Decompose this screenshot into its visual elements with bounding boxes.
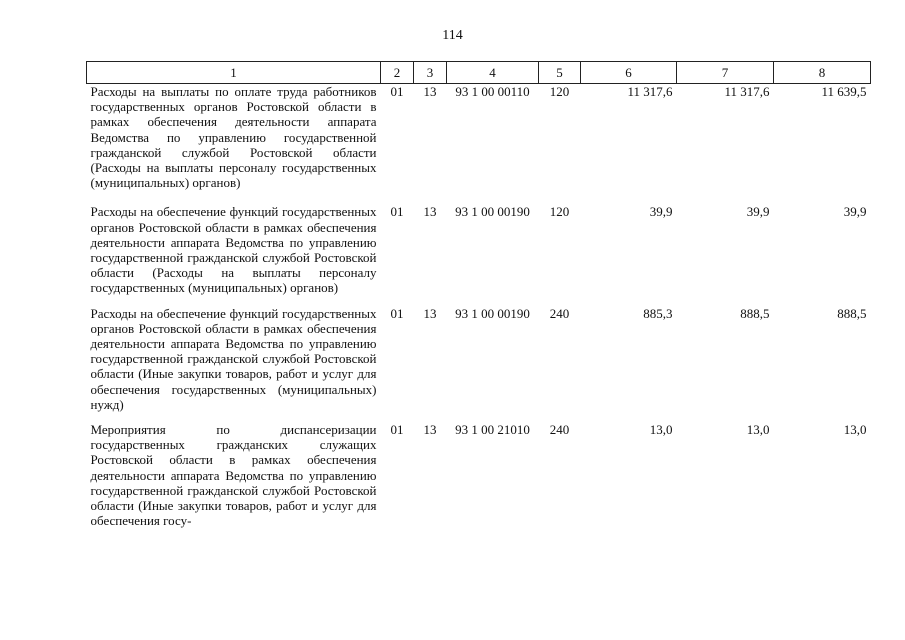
table-row [87, 306, 871, 422]
row-amount-col7: 11 317,6 [724, 84, 770, 99]
header-col-1: 1 [87, 62, 381, 84]
row-subsection: 13 [423, 305, 437, 321]
row-amount-col6: 39,9 [649, 204, 673, 220]
header-col-8: 8 [774, 62, 871, 84]
table-row [87, 422, 871, 538]
row-amount-col8: 888,5 [837, 305, 867, 321]
row-expense-type: 240 [549, 422, 570, 438]
row-amount-col6: 11 317,6 [627, 84, 673, 99]
row-description: Расходы на выплаты по оплате труда работников государственных органов Ростовской области в рамках обеспечения деятельности аппарата Ведомства по управлению государственной гражданской службой Ростовской области (Расходы на выплаты персоналу государственных (муниципальных) органов) [90, 84, 377, 191]
header-col-5: 5 [539, 62, 581, 84]
row-subsection: 13 [423, 422, 437, 438]
row-amount-col7: 888,5 [740, 305, 770, 321]
header-col-3: 3 [414, 62, 447, 84]
header-col-6: 6 [581, 62, 677, 84]
row-expense-type: 120 [549, 84, 570, 99]
page-number: 114 [442, 28, 463, 43]
row-expense-type: 240 [549, 305, 570, 321]
header-col-4: 4 [447, 62, 539, 84]
row-target-article: 93 1 00 00190 [455, 305, 530, 321]
row-target-article: 93 1 00 00110 [455, 84, 530, 99]
row-description: Мероприятия по диспансеризации государственных гражданских служащих Ростовской области в рамках обеспечения деятельности аппарата Ведомства по управлению государственной гражданской службой Ростовской области (Иные закупки товаров, работ и услуг для обеспечения госу- [90, 422, 377, 529]
header-col-2: 2 [381, 62, 414, 84]
budget-table [86, 61, 871, 538]
row-amount-col8: 11 639,5 [821, 84, 867, 99]
row-amount-col8: 39,9 [843, 204, 867, 220]
row-amount-col6: 13,0 [649, 422, 673, 438]
row-expense-type: 120 [549, 204, 570, 220]
row-section: 01 [390, 204, 404, 220]
row-section: 01 [390, 422, 404, 438]
row-target-article: 93 1 00 21010 [455, 422, 530, 438]
row-amount-col8: 13,0 [843, 422, 867, 438]
row-amount-col7: 13,0 [746, 422, 770, 438]
row-section: 01 [390, 305, 404, 321]
table-row [87, 200, 871, 305]
row-section: 01 [390, 84, 404, 99]
row-amount-col7: 39,9 [746, 204, 770, 220]
row-description: Расходы на обеспечение функций государственных органов Ростовской области в рамках обеспечения деятельности аппарата Ведомства по управлению государственной гражданской службой Ростовской области (Иные закупки товаров, работ и услуг для обеспечения государственных (муниципальных) нужд) [90, 305, 377, 412]
row-subsection: 13 [423, 84, 437, 99]
row-description: Расходы на обеспечение функций государственных органов Ростовской области в рамках обеспечения деятельности аппарата Ведомства по управлению государственной гражданской службой Ростовской области (Расходы на выплаты персоналу государственных (муниципальных) органов) [90, 204, 377, 296]
row-amount-col6: 885,3 [643, 305, 673, 321]
row-target-article: 93 1 00 00190 [455, 204, 530, 220]
row-subsection: 13 [423, 204, 437, 220]
header-col-7: 7 [677, 62, 774, 84]
table-row [87, 84, 871, 201]
header-row [87, 62, 871, 84]
